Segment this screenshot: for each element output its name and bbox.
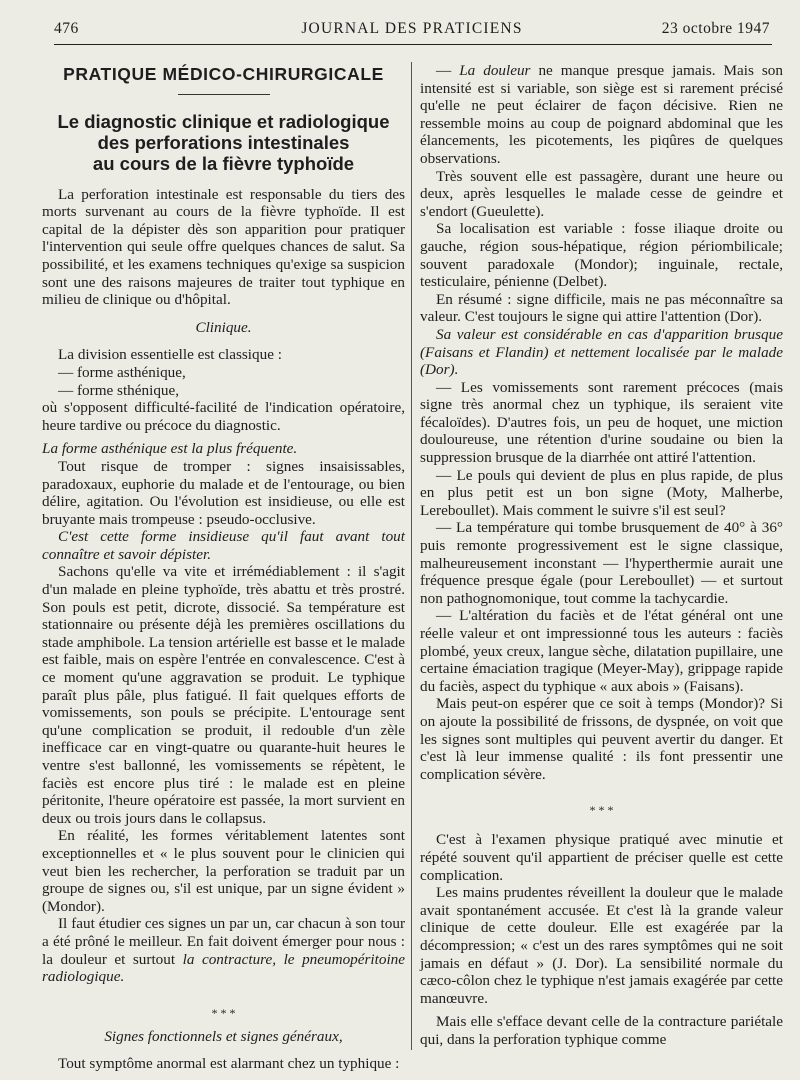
subheading-signes: Signes fonctionnels et signes généraux, [104,1027,343,1045]
etudier-text: Il faut étudier ces signes un par un, car chacun à son tour a été prôné le meilleur. En fait doivent émerger pour nous : la douleur et surtout [42,915,405,968]
temperature-paragraph: — La température qui tombe brusquement de 40° à 36° puis remonte progressivement est le signe classique, malheureusement inconstant — l'hyperthermie aurait une fréquence presque égale (pour Lereboullet) — et surtout non pathognomonique, tout comme la tachycardie. [420,519,783,607]
article-title-line-2: des perforations intestinales [97,131,350,153]
risque-paragraph: Tout risque de tromper : signes insaisissables, paradoxaux, euphorie du malade et de l'entourage, ou bien délire, agitation. Ou l'évolution est insidieuse, ou elle est bruyante mais trompeuse : pseudo-occlusive. [42,457,405,528]
insidieuse-paragraph: C'est cette forme insidieuse qu'il faut avant tout connaître et savoir dépister. [42,528,405,563]
passagere-paragraph: Très souvent elle est passagère, durant une heure ou deux, après lesquelles le malade cesse de geindre et s'endort (Gueulette). [420,167,783,220]
right-column [420,62,783,1048]
division-paragraph: La division essentielle est classique : [58,346,282,364]
section-break-stars-right: * * * [589,803,614,818]
valeur-paragraph: Sa valeur est considérable en cas d'apparition brusque (Faisans et Flandin) et nettement localisée par le malade (Dor). [420,325,783,379]
header-rule [54,44,772,45]
intro-paragraph: La perforation intestinale est responsable du tiers des morts survenant au cours de la fièvre typhoïde. Il est capital de la dépister dès son apparition pour pratiquer l'intervention qui seule offre quelques chances de salut. Sa possibilité, et les examens techniques qu'exige sa suspicion sont une des raisons majeures de traiter tout typhique en milieu de clinique ou d'hôpital. [42,185,405,309]
sachons-paragraph: Sachons qu'elle va vite et irrémédiablement : il s'agit d'un malade en pleine typhoïde, très abattu et très prostré. Son pouls est petit, dicrote, dissocié. Sa température est stationnaire ou présente déjà les premières oscillations du stade amphibole. La tension artérielle est basse et le malade est faible, mais on espère l'entrée en convalescence. C'est à ce moment qu'une aggravation se produit. Le typhique paraît plus pâle, plus fatigué. Il fait quelques efforts de vomissements, son pouls se précipite. L'entourage sent qu'une complication se produit, il redouble d'un zèle inefficace car en vingt-quatre ou quarante-huit heures le ventre s'est ballonné, les vomissements se répètent, le faciès est encore plus tiré : le malade est en pleine péritonite, l'heure opératoire est passée, la mort survient en deux ou trois jours dans le collapsus. [42,563,405,827]
resume-paragraph: En résumé : signe difficile, mais ne pas méconnaître sa valeur. C'est toujours le signe qui attire l'attention (Dor). [420,290,783,326]
page-number: 476 [54,20,79,37]
douleur-text: ne manque presque jamais. Mais son intensité est si variable, son siège est si rarement précisé qu'elle ne peut éclairer de façon décisive. Rien ne ressemble moins au coup de poignard abdominal que les élancements, les picotements, les piqûres de quelques observations. [420,62,783,167]
section-break-stars: * * * [211,1005,236,1020]
douleur-paragraph [420,62,783,168]
douleur-emphasis: La douleur [459,62,531,79]
issue-date: 23 octobre 1947 [661,20,770,37]
opposent-paragraph: où s'opposent difficulté-facilité de l'indication opératoire, heure tardive ou précoce du diagnostic. [42,399,405,434]
symptome-paragraph: Tout symptôme anormal est alarmant chez un typhique : [58,1055,400,1073]
mains-paragraph: Les mains prudentes réveillent la douleur que le malade avait spontanément accusée. Et c'est là la grande valeur clinique de cette douleur. Elle est exagérée par la décompression; « c'est un des rares symptômes qui ne soit jamais en défaut » (J. Dor). La sensibilité normale du cæco-côlon chez le typhique n'est jamais exagérée par cette manœuvre. [420,884,783,1007]
efface-paragraph: Mais elle s'efface devant celle de la contracture pariétale qui, dans la perforation typhique comme [420,1013,783,1048]
subheading-asthenique: La forme asthénique est la plus fréquente. [42,440,298,458]
vomissements-paragraph: — Les vomissements sont rarement précoces (mais signe très anormal chez un typhique, ils seraient vite fécaloïdes). D'autres fois, un peu de hoquet, une miction douloureuse, une rétention d'urine soudaine ou bien la suppression brusque de la diarrhée ont attiré l'attention. [420,378,783,467]
pouls-paragraph: — Le pouls qui devient de plus en plus rapide, de plus en plus petit est un bon signe (Moty, Malherbe, Lereboullet). Mais comment le suivre s'il est seul? [420,466,783,519]
article-title [42,111,405,174]
etudier-paragraph [42,915,405,985]
article-title-line-3: au cours de la fièvre typhoïde [92,152,355,174]
article-title-line-1: Le diagnostic clinique et radiologique [57,110,390,132]
localisation-paragraph: Sa localisation est variable : fosse iliaque droite ou gauche, région sous-hépatique, région périombilicale; souvent paradoxale (Mondor); inguinale, rectale, testiculaire, pénienne (Delbet). [420,220,783,291]
etudier-emphasis: la contracture, le pneumopéritoine radiologique. [42,950,405,986]
esperer-paragraph: Mais peut-on espérer que ce soit à temps (Mondor)? Si on ajoute la possibilité de frissons, de dyspnée, on voit que les signes sont multiples qui peuvent avertir du danger. Et c'est là leur immense qualité : ils font pressentir une complication sévère. [420,695,783,783]
running-header [54,18,770,42]
journal-title: JOURNAL DES PRATICIENS [301,20,523,37]
alteration-paragraph: — L'altération du faciès et de l'état général ont une réelle valeur et ont impressionné tous les auteurs : faciès plombé, yeux creux, langue sèche, dilatation pupillaire, une certaine émaciation tragique (Meyer-May), grippage rapide du faciès, aspect du typhique « aux abois » (Faisans). [420,607,783,695]
list-item-sthenique: — forme sthénique, [58,381,180,399]
examen-paragraph: C'est à l'examen physique pratiqué avec minutie et répété souvent qu'il appartient de préciser quelle est cette complication. [420,831,783,884]
douleur-dash: — [436,62,460,79]
realite-paragraph: En réalité, les formes véritablement latentes sont exceptionnelles et « le plus souvent pour le clinicien qui veut bien les rechercher, la perforation se traduit par un groupe de signes ou, s'il est unique, par un signe évident » (Mondor). [42,827,405,915]
list-item-asthenique: — forme asthénique, [58,363,186,381]
left-column [42,62,405,1073]
subheading-clinique: Clinique. [195,318,252,336]
section-heading: PRATIQUE MÉDICO-CHIRURGICALE [63,64,384,84]
column-divider [411,62,412,1050]
section-rule [178,94,270,95]
